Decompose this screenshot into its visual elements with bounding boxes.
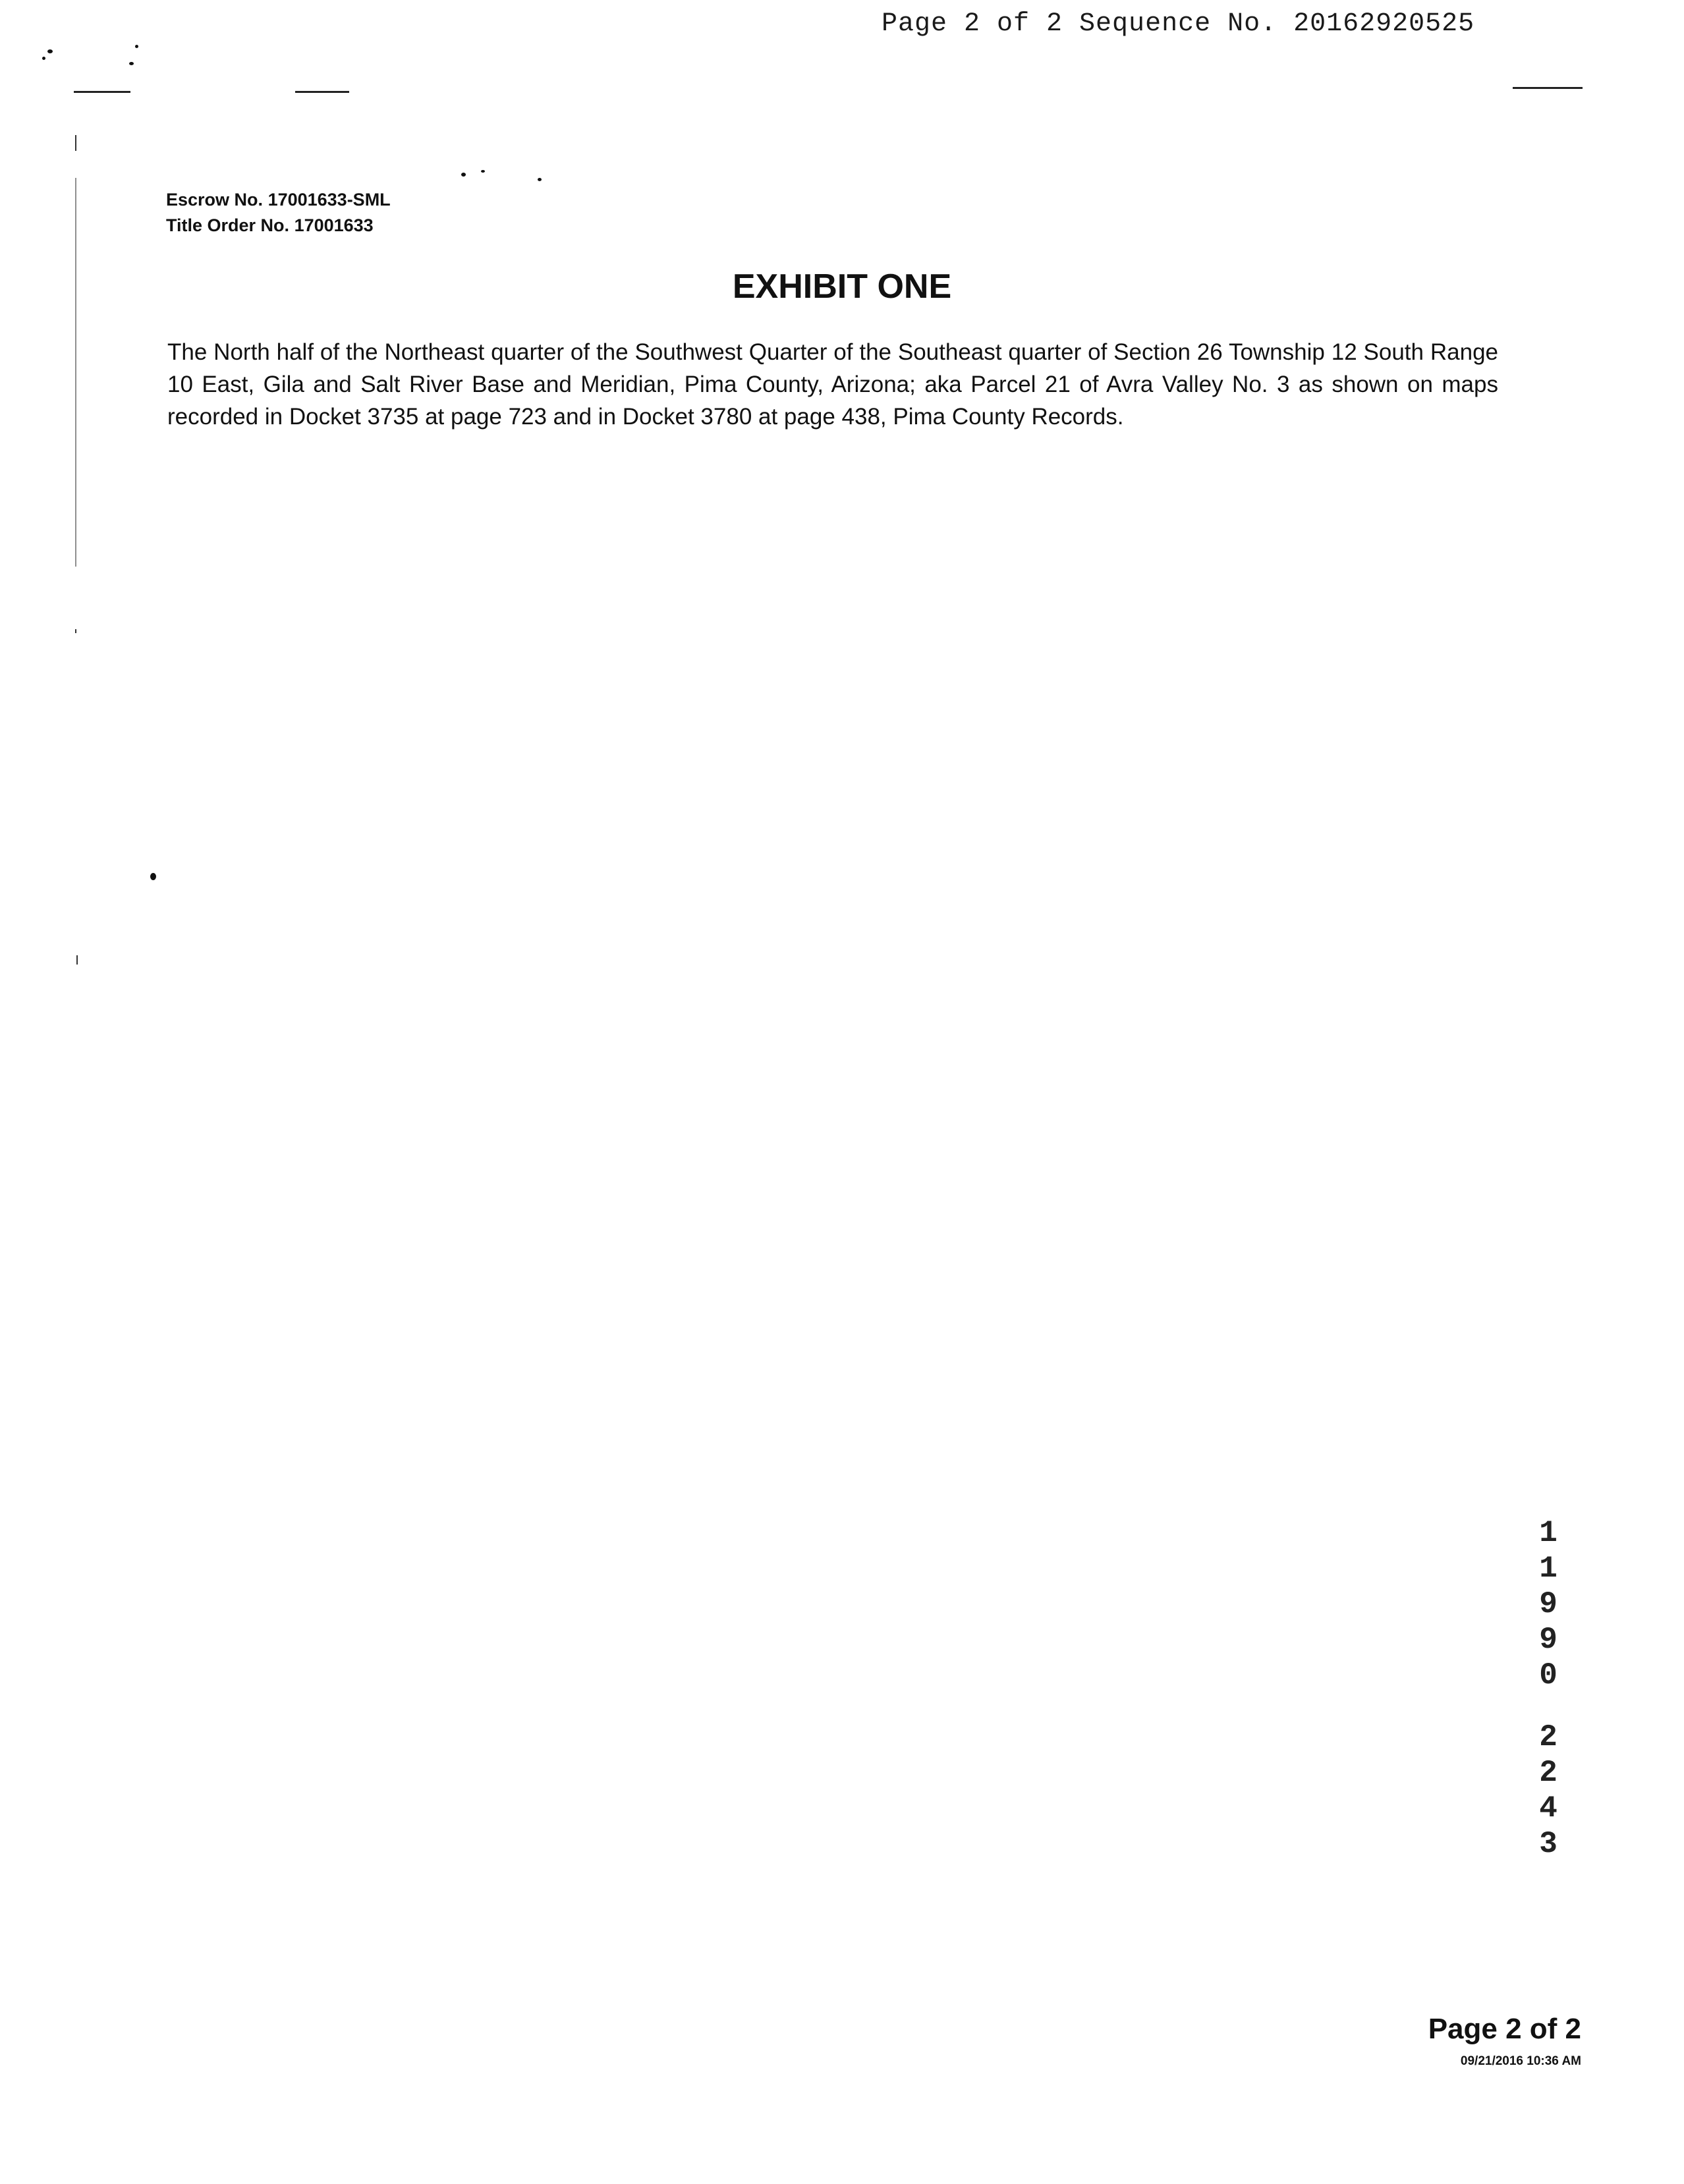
scan-dash [1513,87,1583,89]
stamp-digit: 9 [1539,1587,1558,1621]
scan-speck [481,170,485,173]
page-number-footer: Page 2 of 2 [1428,2013,1581,2045]
scan-speck [129,62,134,65]
scan-speck [461,173,466,177]
title-order-line [166,215,374,236]
scan-margin-line [75,629,76,633]
recording-stamp [1535,1515,1561,1862]
scan-speck [150,873,156,880]
stamp-digit: 1 [1539,1552,1558,1586]
escrow-number-line [166,190,391,210]
legal-description: The North half of the Northeast quarter of the Southwest Quarter of the Southeast quarter of Section 26 Township 12 South Range 10 East, Gila and Salt River Base and Meridian, Pima County, Arizona; aka Parcel 21 of Avra Valley No. 3 as shown on maps recorded in Docket 3735 at page 723 and in Docket 3780 at page 438, Pima County Records. [167,339,1498,430]
escrow-label: Escrow No. [166,190,264,210]
exhibit-title: EXHIBIT ONE [732,267,952,306]
stamp-digit: 2 [1539,1720,1558,1754]
title-order-number: 17001633 [294,215,374,235]
scan-margin-line [75,178,76,567]
stamp-digit: 9 [1539,1623,1558,1657]
scan-dash [295,91,349,93]
scan-speck [538,178,542,181]
scan-speck [47,49,53,53]
stamp-digit: 0 [1539,1658,1558,1693]
recording-header: Page 2 of 2 Sequence No. 20162920525 [882,9,1475,39]
footer-timestamp: 09/21/2016 10:36 AM [1460,2054,1581,2068]
title-order-label: Title Order No. [166,215,290,235]
scan-margin-line [76,955,78,965]
stamp-digit: 3 [1539,1827,1558,1861]
scan-speck [42,57,45,60]
stamp-digit: 4 [1539,1791,1558,1826]
scan-margin-line [75,135,76,151]
scan-speck [135,45,138,48]
escrow-number: 17001633-SML [267,190,391,210]
stamp-digit: 1 [1539,1516,1558,1550]
stamp-gap [1535,1693,1561,1720]
stamp-digit: 2 [1539,1756,1558,1790]
scan-dash [74,91,130,93]
